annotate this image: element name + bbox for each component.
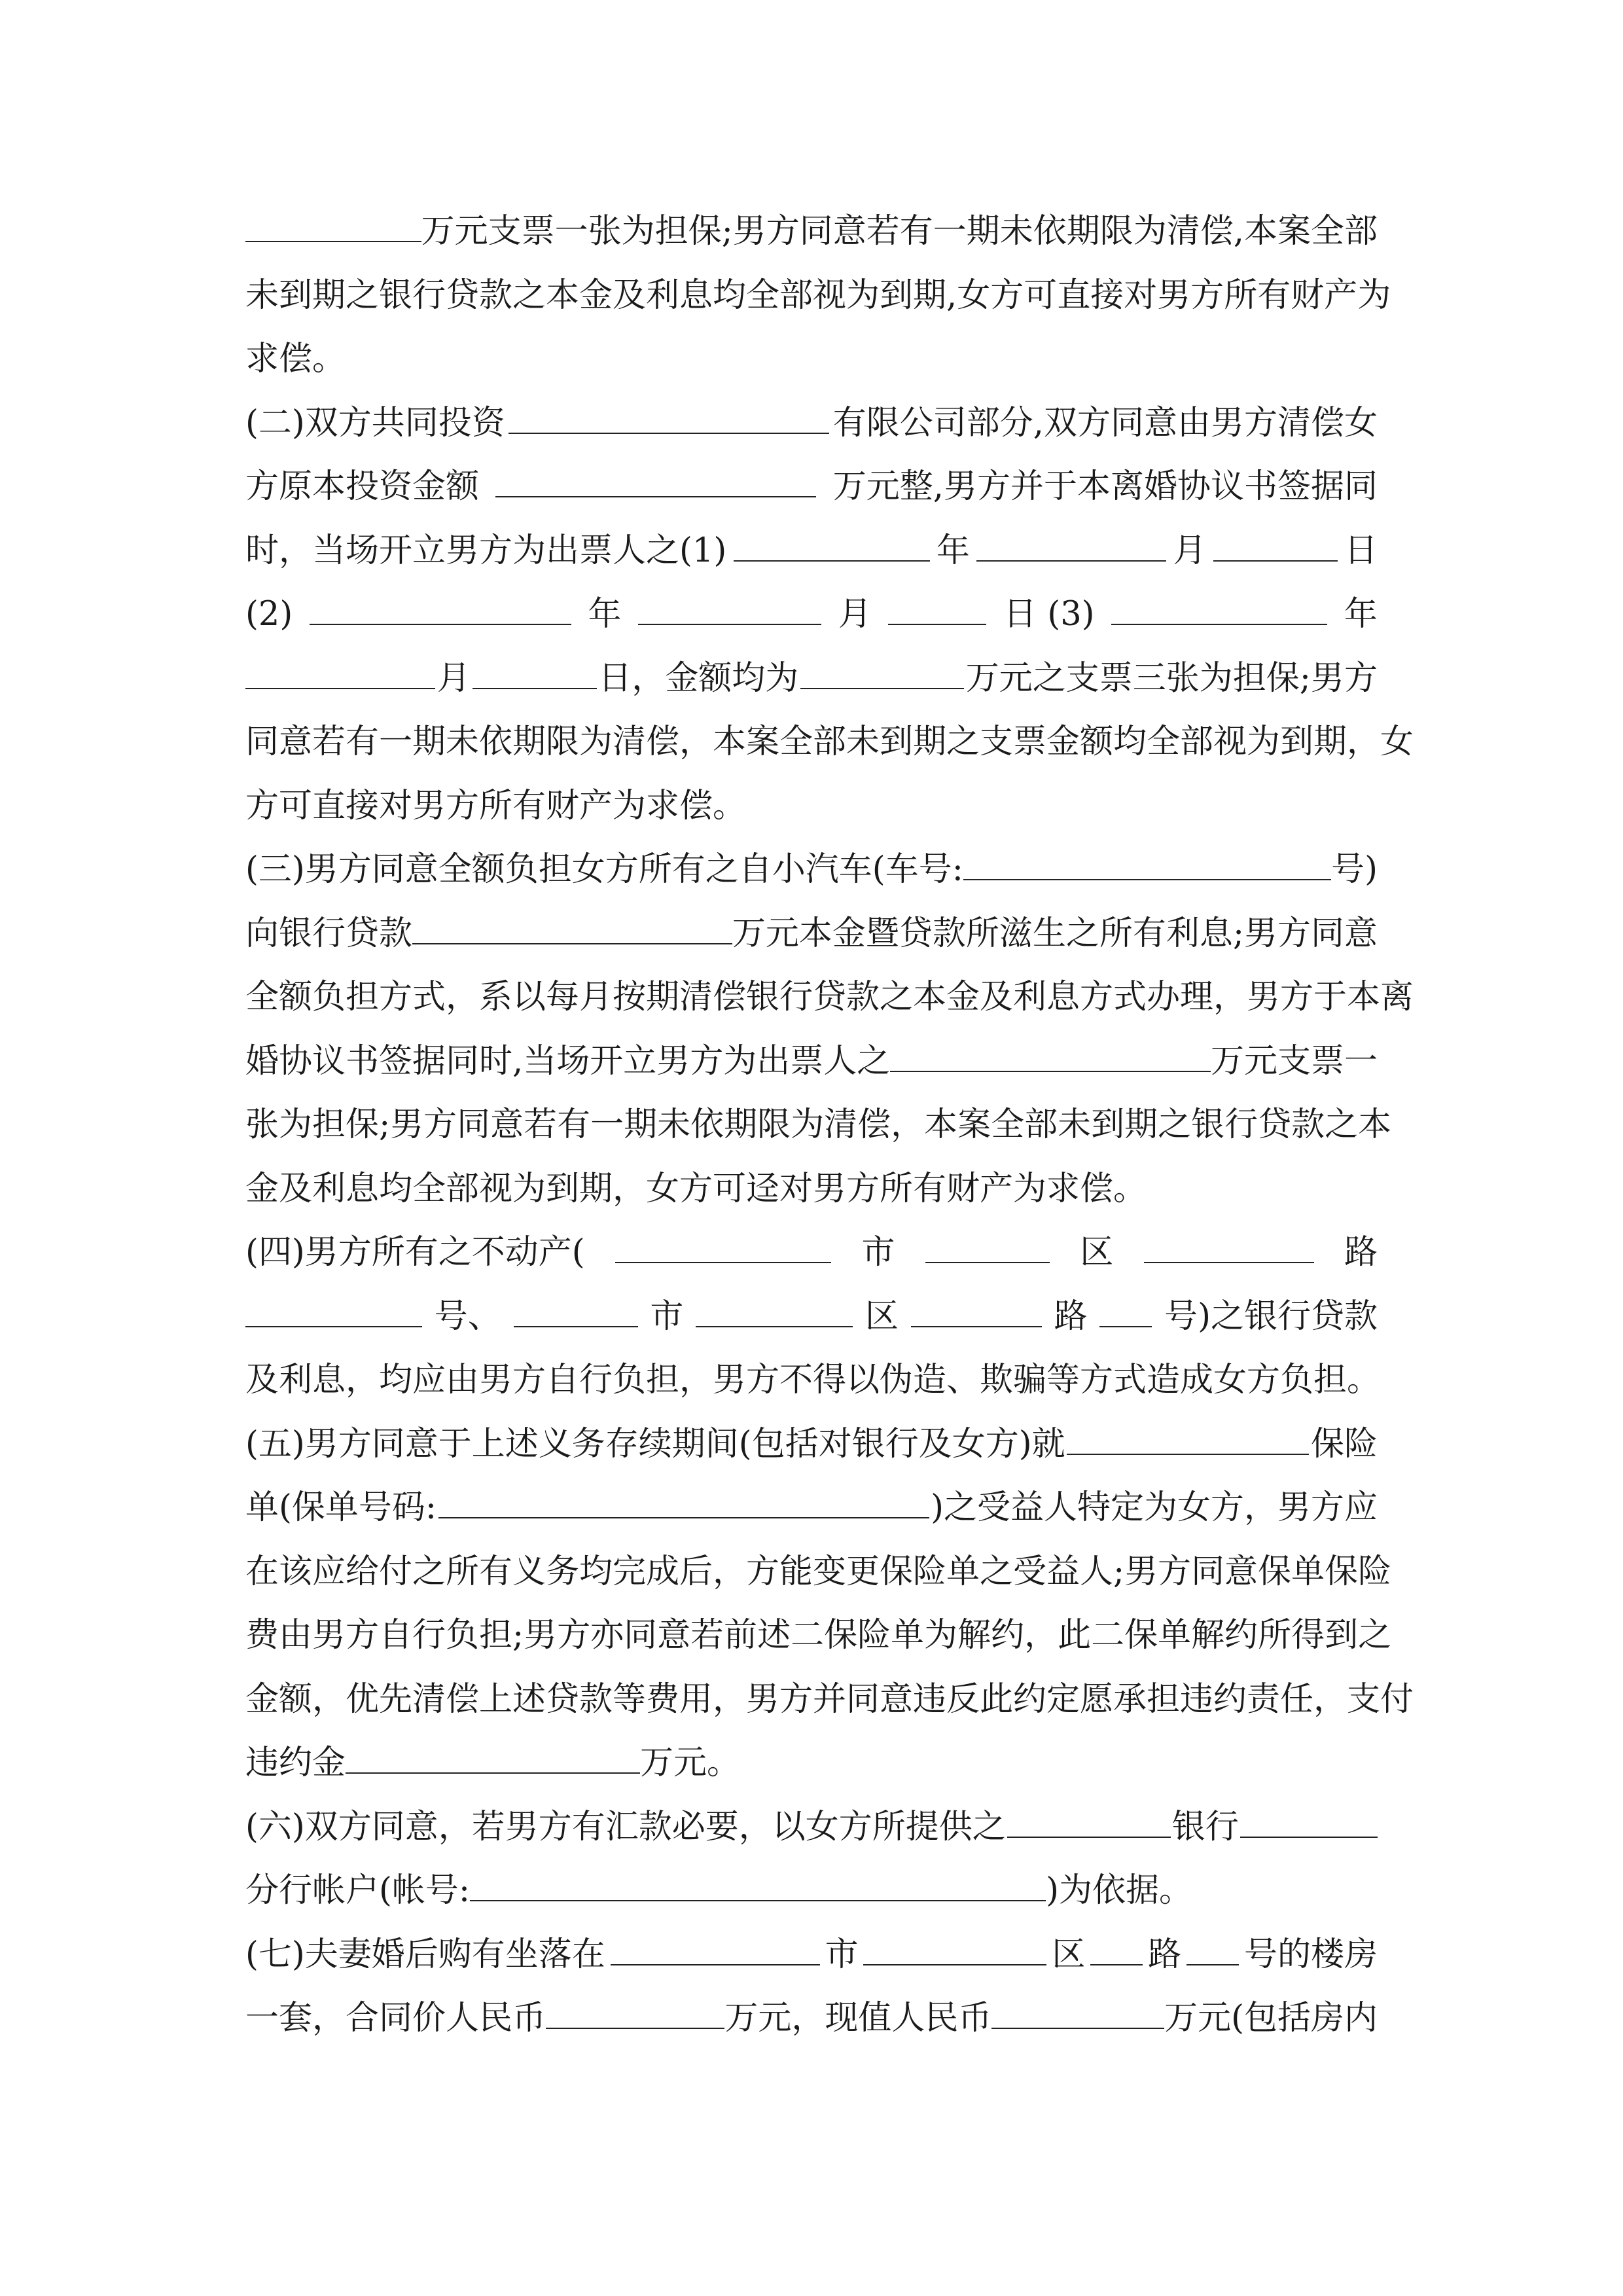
text-segment: (七)夫妻婚后购有坐落在 (245, 1935, 605, 1974)
text-segment: 向银行贷款 (245, 914, 413, 953)
text-segment: 万元整,男方并于本离婚协议书签据同 (832, 467, 1378, 506)
text-segment: 号) (1331, 850, 1378, 889)
fill-in-blank (508, 401, 829, 433)
text-line (245, 1285, 1378, 1349)
text-segment: 万元，现值人民币 (724, 1999, 992, 2037)
text-line (245, 1540, 1392, 1604)
text-segment: 费由男方自行负担;男方亦同意若前述二保险单为解约，此二保单解约所得到之 (245, 1616, 1392, 1655)
text-line (245, 327, 1378, 391)
text-segment: 区 (1080, 1233, 1114, 1272)
fill-in-blank (1144, 1230, 1314, 1263)
fill-in-blank (638, 592, 821, 625)
fill-in-blank (1240, 1804, 1378, 1837)
text-segment: 年 (1344, 595, 1378, 634)
text-segment: 万元(包括房内 (1164, 1999, 1378, 2037)
fill-in-blank (888, 592, 986, 625)
text-segment: 张为担保;男方同意若有一期未依期限为清偿，本案全部未到期之银行贷款之本 (245, 1105, 1392, 1144)
text-segment: )之受益人特定为女方，男方应 (931, 1488, 1378, 1527)
text-segment: 同意若有一期未依期限为清偿，本案全部未到期之支票金额均全部视为到期，女 (245, 723, 1414, 761)
text-segment: 万元支票一 (1210, 1041, 1378, 1081)
fill-in-blank (911, 1294, 1042, 1327)
text-segment: (2) (245, 595, 293, 634)
text-line (245, 1668, 1414, 1732)
fill-in-blank (1099, 1294, 1152, 1327)
text-segment: 月 (1173, 531, 1207, 570)
text-segment: 万元之支票三张为担保;男方 (965, 658, 1378, 698)
text-segment: 万元支票一张为担保;男方同意若有一期未依期限为清偿,本案全部 (421, 212, 1378, 251)
fill-in-blank (470, 1869, 1046, 1901)
fill-in-blank (611, 1932, 820, 1965)
text-segment: 婚协议书签据同时,当场开立男方为出票人之 (245, 1041, 891, 1081)
fill-in-blank (245, 1294, 422, 1327)
fill-in-blank (1007, 1804, 1171, 1837)
text-segment: 在该应给付之所有义务均完成后，方能变更保险单之受益人;男方同意保单保险 (245, 1552, 1392, 1591)
fill-in-blank (696, 1294, 853, 1327)
text-line (245, 1093, 1392, 1157)
text-line (245, 1923, 1378, 1987)
text-segment: 方可直接对男方所有财产为求偿。 (245, 786, 747, 825)
text-segment: 金及利息均全部视为到期，女方可迳对男方所有财产为求偿。 (245, 1169, 1147, 1208)
text-segment: 单(保单号码: (245, 1488, 437, 1527)
text-line (245, 647, 1378, 711)
text-segment: 市 (650, 1297, 684, 1336)
text-segment: 万元本金暨贷款所滋生之所有利息;男方同意 (732, 914, 1378, 953)
text-segment: 一套，合同价人民币 (245, 1999, 546, 2037)
fill-in-blank (1067, 1422, 1309, 1454)
text-line (245, 1157, 1378, 1221)
fill-in-blank (346, 1741, 640, 1774)
fill-in-blank (245, 209, 421, 242)
text-segment: 分行帐户(帐号: (245, 1871, 471, 1910)
text-segment: (三)男方同意全额负担女方所有之自小汽车(车号: (245, 850, 963, 889)
text-line (245, 1476, 1378, 1540)
text-segment: 求偿。 (245, 340, 346, 378)
fill-in-blank (1090, 1932, 1143, 1965)
text-line (245, 455, 1378, 519)
fill-in-blank (890, 1039, 1211, 1071)
text-segment: 日 (1344, 531, 1378, 570)
fill-in-blank (546, 1996, 724, 2029)
fill-in-blank (925, 1230, 1050, 1263)
text-line (245, 1859, 1378, 1923)
text-segment: 号、 (434, 1297, 501, 1336)
text-segment: 区 (865, 1297, 899, 1336)
text-segment: 万元。 (640, 1744, 741, 1782)
text-line (245, 519, 1378, 583)
text-segment: (五)男方同意于上述义务存续期间(包括对银行及女方)就 (245, 1424, 1065, 1463)
text-segment: 月 (838, 595, 872, 634)
fill-in-blank (863, 1932, 1046, 1965)
text-segment: 未到期之银行贷款之本金及利息均全部视为到期,女方可直接对男方所有财产为 (245, 276, 1391, 315)
text-segment: 号的楼房 (1243, 1935, 1378, 1974)
fill-in-blank (734, 528, 930, 561)
text-segment: )为依据。 (1046, 1871, 1192, 1910)
fill-in-blank (473, 656, 597, 689)
fill-in-blank (1186, 1932, 1239, 1965)
text-segment: 区 (1052, 1935, 1086, 1974)
text-line (245, 1412, 1378, 1477)
text-segment: 保险 (1310, 1424, 1378, 1463)
text-segment: 路 (1344, 1233, 1378, 1272)
text-line (245, 264, 1391, 328)
text-segment: 路 (1148, 1935, 1182, 1974)
text-segment: 号)之银行贷款 (1164, 1297, 1378, 1336)
text-segment: 市 (825, 1935, 859, 1974)
text-segment: 金额，优先清偿上述贷款等费用，男方并同意违反此约定愿承担违约责任，支付 (245, 1679, 1414, 1719)
text-segment: 时，当场开立男方为出票人之(1) (245, 531, 727, 570)
text-segment: 年 (588, 595, 622, 634)
text-line (245, 391, 1378, 456)
text-line (245, 1731, 1378, 1795)
fill-in-blank (495, 465, 816, 497)
text-line (245, 965, 1414, 1030)
fill-in-blank (991, 1996, 1164, 2029)
fill-in-blank (412, 911, 732, 944)
text-segment: (六)双方同意，若男方有汇款必要，以女方所提供之 (245, 1807, 1006, 1846)
text-segment: 年 (936, 531, 970, 570)
fill-in-blank (1213, 528, 1338, 561)
text-segment: 市 (861, 1233, 895, 1272)
text-segment: (二)双方共同投资 (245, 403, 505, 442)
fill-in-blank (1111, 592, 1327, 625)
text-line (245, 1030, 1378, 1094)
text-segment: 全额负担方式，系以每月按期清偿银行贷款之本金及利息方式办理，男方于本离 (245, 978, 1414, 1016)
text-segment: (四)男方所有之不动产( (245, 1233, 585, 1272)
text-line (245, 1221, 1378, 1285)
text-segment: 日 (3) (1003, 595, 1095, 634)
text-line (245, 838, 1378, 902)
text-line (245, 583, 1378, 647)
text-line (245, 1795, 1378, 1859)
text-line (245, 1604, 1392, 1668)
text-segment: 日，金额均为 (598, 658, 799, 698)
text-segment: 路 (1054, 1297, 1088, 1336)
text-line (245, 1348, 1381, 1412)
text-line (245, 1986, 1378, 2051)
text-segment: 及利息，均应由男方自行负担，男方不得以伪造、欺骗等方式造成女方负担。 (245, 1361, 1381, 1399)
text-segment: 违约金 (245, 1744, 346, 1782)
fill-in-blank (976, 528, 1166, 561)
fill-in-blank (963, 848, 1331, 880)
agreement-body-text (245, 200, 1414, 2051)
text-line (245, 774, 1378, 838)
text-line (245, 200, 1378, 264)
text-line (245, 902, 1378, 966)
text-line (245, 710, 1414, 774)
fill-in-blank (800, 656, 964, 689)
fill-in-blank (514, 1294, 638, 1327)
text-segment: 有限公司部分,双方同意由男方清偿女 (832, 403, 1378, 442)
text-segment: 方原本投资金额 (245, 467, 480, 506)
text-segment: 银行 (1171, 1807, 1239, 1846)
text-segment: 月 (437, 658, 471, 698)
fill-in-blank (438, 1486, 929, 1518)
fill-in-blank (310, 592, 571, 625)
fill-in-blank (615, 1230, 831, 1263)
fill-in-blank (245, 656, 435, 689)
